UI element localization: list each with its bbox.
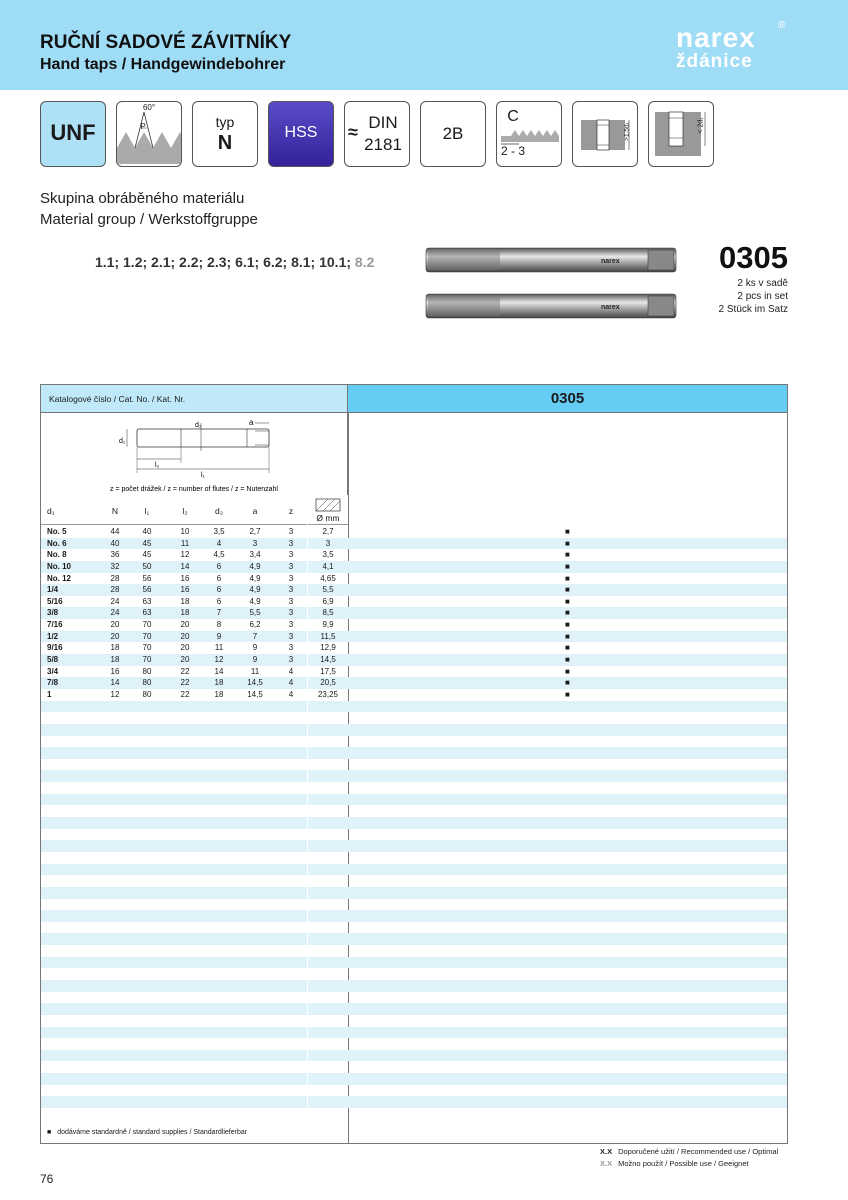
typ-box xyxy=(192,101,258,167)
diag-a-label: a xyxy=(249,418,254,427)
table-row xyxy=(41,1027,787,1039)
cell-d1: 7/8 xyxy=(47,678,59,688)
table-row xyxy=(41,1085,787,1097)
table-body xyxy=(41,526,787,1120)
cell-n: 28 xyxy=(110,585,120,595)
cell-l2: 20 xyxy=(180,643,190,653)
cell-d2: 6 xyxy=(216,585,222,595)
tap-brand-1: narex xyxy=(601,258,620,265)
chamfer-letter: C xyxy=(507,108,519,125)
cell-n: 24 xyxy=(110,608,120,618)
cell-l1: 56 xyxy=(142,585,152,595)
cell-l2: 16 xyxy=(180,585,190,595)
hole-depth-label: >1,5d₁ xyxy=(623,122,631,141)
cell-d2: 4,5 xyxy=(213,550,225,560)
thread-angle: 60° xyxy=(142,103,156,112)
availability-mark: ■ xyxy=(565,561,570,571)
legend-xx-bold: X.X xyxy=(600,1147,613,1156)
thread-pitch: P xyxy=(140,122,146,131)
cell-l2: 22 xyxy=(180,678,190,688)
narex-logo xyxy=(676,20,788,74)
table-row xyxy=(41,945,787,957)
cell-l1: 40 xyxy=(142,527,152,536)
cell-l2: 11 xyxy=(180,538,190,548)
cell-n: 14 xyxy=(110,678,120,688)
table-row xyxy=(41,817,787,829)
availability-mark: ■ xyxy=(565,573,570,583)
col-d1: d₁ xyxy=(47,506,55,516)
cell-d1: No. 5 xyxy=(47,527,67,536)
cell-n: 28 xyxy=(110,573,120,583)
cell-a: 4,9 xyxy=(249,596,261,606)
cell-d2: 18 xyxy=(214,678,224,688)
cell-z: 3 xyxy=(288,643,294,653)
cell-a: 3 xyxy=(252,538,258,548)
table-row xyxy=(41,689,787,701)
cell-l1: 45 xyxy=(142,550,152,560)
cell-d2: 9 xyxy=(216,631,222,641)
pcs-de: 2 Stück im Satz xyxy=(718,304,788,315)
catalog-label: Katalogové číslo / Cat. No. / Kat. Nr. xyxy=(41,385,348,413)
table-row xyxy=(41,1050,787,1062)
cell-l1: 50 xyxy=(142,561,152,571)
cell-drill: 3 xyxy=(325,538,331,548)
cell-z: 3 xyxy=(288,596,294,606)
table-row xyxy=(41,794,787,806)
cell-z: 3 xyxy=(288,585,294,595)
table-row xyxy=(41,957,787,969)
cell-d1: No. 12 xyxy=(47,573,72,583)
availability-mark: ■ xyxy=(565,550,570,560)
cell-n: 24 xyxy=(110,596,120,606)
legend-recommended-text: Doporučené užití / Recommended use / Optimal xyxy=(618,1147,779,1156)
cell-drill: 11,5 xyxy=(320,631,336,641)
blind-depth-label: < 2d₁ xyxy=(697,117,705,134)
cell-d2: 7 xyxy=(216,608,222,618)
table-row xyxy=(41,864,787,876)
table-row xyxy=(41,875,787,887)
legend-recommended xyxy=(600,1147,788,1156)
logo-line2: ždánice xyxy=(676,51,753,72)
table-row xyxy=(41,561,787,573)
cell-z: 3 xyxy=(288,620,294,630)
cell-l2: 20 xyxy=(180,655,190,665)
drill-hole-icon xyxy=(315,498,341,512)
cell-n: 32 xyxy=(110,561,120,571)
cell-d2: 3,5 xyxy=(213,527,225,536)
table-row xyxy=(41,899,787,911)
table-row xyxy=(41,968,787,980)
cell-n: 20 xyxy=(110,631,120,641)
table-row xyxy=(41,747,787,759)
drill-column-divider xyxy=(307,495,308,1115)
title-cz: RUČNÍ SADOVÉ ZÁVITNÍKY xyxy=(40,32,292,53)
cell-d1: 3/8 xyxy=(47,608,59,618)
thread-type-box xyxy=(40,101,106,167)
material-group-dim-value: 8.2 xyxy=(354,254,375,270)
catalog-code: 0305 xyxy=(348,385,787,413)
cell-d2: 6 xyxy=(216,596,222,606)
cell-n: 44 xyxy=(110,527,120,536)
page-number: 76 xyxy=(40,1172,54,1186)
cell-n: 18 xyxy=(110,643,120,653)
table-row xyxy=(41,805,787,817)
cell-drill: 5,5 xyxy=(322,585,334,595)
cell-l1: 70 xyxy=(142,631,152,641)
col-l2: l₂ xyxy=(182,506,188,516)
cell-l2: 20 xyxy=(180,631,190,641)
material-group-values: 1.1; 1.2; 2.1; 2.2; 2.3; 6.1; 6.2; 8.1; 10.1; xyxy=(95,254,352,270)
table-row xyxy=(41,1038,787,1050)
approx-symbol: ≈ xyxy=(348,122,358,142)
cell-a: 14,5 xyxy=(247,689,263,699)
cell-d1: 1 xyxy=(47,689,52,699)
cell-l1: 63 xyxy=(142,608,152,618)
table-row xyxy=(41,607,787,619)
cell-a: 14,5 xyxy=(247,678,263,688)
cell-l1: 70 xyxy=(142,655,152,665)
diag-d2-label: d₂ xyxy=(195,422,202,429)
material-box xyxy=(268,101,334,167)
cell-l2: 18 xyxy=(180,596,190,606)
col-z: z xyxy=(288,506,294,516)
cell-z: 3 xyxy=(288,573,294,583)
cell-l1: 63 xyxy=(142,596,152,606)
cell-d1: 7/16 xyxy=(47,620,63,630)
legend-possible xyxy=(600,1159,788,1168)
availability-mark: ■ xyxy=(565,527,570,536)
cell-d2: 4 xyxy=(216,538,222,548)
cell-a: 5,5 xyxy=(249,608,261,618)
cell-a: 4,9 xyxy=(249,573,261,583)
cell-a: 11 xyxy=(250,666,260,676)
cell-drill: 12,9 xyxy=(320,643,336,653)
tolerance-box xyxy=(420,101,486,167)
cell-a: 7 xyxy=(252,631,258,641)
dimension-diagram xyxy=(41,413,348,495)
tap-brand-2: narex xyxy=(601,304,620,311)
thread-profile-box xyxy=(116,101,182,167)
cell-l1: 45 xyxy=(142,538,152,548)
table-row xyxy=(41,573,787,585)
cell-l1: 70 xyxy=(142,643,152,653)
table-row xyxy=(41,770,787,782)
page-header xyxy=(0,0,848,90)
cell-a: 4,9 xyxy=(249,561,261,571)
cell-d2: 6 xyxy=(216,573,222,583)
availability-mark: ■ xyxy=(565,596,570,606)
typ-value: N xyxy=(217,132,233,154)
table-row xyxy=(41,526,787,538)
cell-drill: 9,9 xyxy=(322,620,334,630)
logo-line1: narex xyxy=(676,22,756,53)
cell-drill: 2,7 xyxy=(322,527,334,536)
material-group-en-de: Material group / Werkstoffgruppe xyxy=(40,211,258,228)
table-row xyxy=(41,1015,787,1027)
cell-z: 4 xyxy=(288,678,294,688)
cell-a: 6,2 xyxy=(249,620,261,630)
cell-d1: No. 8 xyxy=(47,550,67,560)
chamfer-value: 2 - 3 xyxy=(500,144,525,158)
chamfer-box xyxy=(496,101,562,167)
cell-n: 36 xyxy=(110,550,120,560)
cell-l1: 70 xyxy=(142,620,152,630)
availability-mark: ■ xyxy=(565,620,570,630)
cell-l2: 18 xyxy=(180,608,190,618)
diag-l1-label: l₁ xyxy=(201,472,205,479)
availability-mark: ■ xyxy=(565,585,570,595)
table-row xyxy=(41,701,787,713)
cell-l2: 22 xyxy=(180,689,190,699)
table-row xyxy=(41,677,787,689)
table-row xyxy=(41,759,787,771)
table-row xyxy=(41,712,787,724)
material-group-cz: Skupina obráběného materiálu xyxy=(40,190,245,207)
cell-drill: 14,5 xyxy=(320,655,336,665)
cell-a: 9 xyxy=(252,643,258,653)
typ-label: typ xyxy=(215,114,235,130)
cell-z: 4 xyxy=(288,689,294,699)
cell-d1: 9/16 xyxy=(47,643,63,653)
column-headers xyxy=(41,495,348,525)
table-row xyxy=(41,736,787,748)
legend-possible-text: Možno použít / Possible use / Geeignet xyxy=(618,1159,749,1168)
cell-z: 3 xyxy=(288,608,294,618)
table-row xyxy=(41,933,787,945)
diag-d1-label: d₁ xyxy=(119,438,126,445)
table-row xyxy=(41,922,787,934)
cell-d2: 18 xyxy=(214,689,224,699)
cell-z: 3 xyxy=(288,527,294,536)
product-code: 0305 xyxy=(719,240,788,275)
col-l1: l₁ xyxy=(144,506,150,516)
standard-mark: ■ xyxy=(47,1129,52,1136)
cell-n: 20 xyxy=(110,620,120,630)
table-row xyxy=(41,1003,787,1015)
din-box xyxy=(344,101,410,167)
cell-d2: 8 xyxy=(216,620,222,630)
table-row xyxy=(41,642,787,654)
table-row xyxy=(41,1108,787,1120)
table-row xyxy=(41,631,787,643)
cell-l1: 56 xyxy=(142,573,152,583)
cell-drill: 4,1 xyxy=(322,561,334,571)
col-d2: d₂ xyxy=(214,506,224,516)
table-row xyxy=(41,782,787,794)
cell-z: 3 xyxy=(288,631,294,641)
din-value: 2181 xyxy=(364,135,402,154)
material-text: HSS xyxy=(284,124,318,141)
table-row xyxy=(41,840,787,852)
table-row xyxy=(41,852,787,864)
cell-z: 3 xyxy=(288,538,294,548)
cell-a: 9 xyxy=(252,655,258,665)
cell-n: 40 xyxy=(110,538,120,548)
title-en-de: Hand taps / Handgewindebohrer xyxy=(40,56,286,73)
table-row xyxy=(41,549,787,561)
pcs-cz: 2 ks v sadě xyxy=(737,278,788,289)
cell-l1: 80 xyxy=(142,678,152,688)
cell-d1: 5/8 xyxy=(47,655,59,665)
cell-z: 3 xyxy=(288,550,294,560)
col-drill-diameter: Ø mm xyxy=(316,513,340,523)
cell-a: 2,7 xyxy=(249,527,261,536)
cell-drill: 3,5 xyxy=(322,550,334,560)
cell-d2: 11 xyxy=(214,643,224,653)
pcs-en: 2 pcs in set xyxy=(737,291,788,302)
cell-l2: 14 xyxy=(180,561,190,571)
cell-d1: No. 6 xyxy=(47,538,67,548)
tap-dimension-icon xyxy=(41,413,348,495)
cell-drill: 4,65 xyxy=(320,573,336,583)
availability-mark: ■ xyxy=(565,678,570,688)
cell-l2: 12 xyxy=(180,550,190,560)
table-row xyxy=(41,666,787,678)
table-row xyxy=(41,1096,787,1108)
cell-drill: 17,5 xyxy=(320,666,336,676)
table-row xyxy=(41,1061,787,1073)
cell-d2: 6 xyxy=(216,561,222,571)
table-row xyxy=(41,992,787,1004)
table-row xyxy=(41,829,787,841)
material-group-list xyxy=(95,254,374,270)
availability-mark: ■ xyxy=(565,643,570,653)
table-row xyxy=(41,887,787,899)
blind-hole-box xyxy=(648,101,714,167)
cell-a: 4,9 xyxy=(249,585,261,595)
cell-d2: 14 xyxy=(214,666,224,676)
cell-z: 3 xyxy=(288,655,294,665)
cell-n: 16 xyxy=(110,666,120,676)
table-row xyxy=(41,1073,787,1085)
legend-xx-gray: X.X xyxy=(600,1159,613,1168)
cell-l2: 10 xyxy=(180,527,190,536)
table-row xyxy=(41,724,787,736)
table-row xyxy=(41,584,787,596)
table-row xyxy=(41,910,787,922)
flutes-note: z = počet drážek / z = number of flutes / z = Nutenzahl xyxy=(110,486,278,493)
cell-d1: 1/2 xyxy=(47,631,59,641)
cell-drill: 6,9 xyxy=(322,596,334,606)
cell-n: 12 xyxy=(110,689,120,699)
cell-d1: 5/16 xyxy=(47,596,63,606)
cell-l1: 80 xyxy=(142,689,152,699)
table-row xyxy=(41,619,787,631)
cell-d1: No. 10 xyxy=(47,561,72,571)
cell-z: 4 xyxy=(288,666,294,676)
cell-l2: 20 xyxy=(180,620,190,630)
col-n: N xyxy=(111,506,119,516)
through-hole-box xyxy=(572,101,638,167)
cell-d2: 12 xyxy=(214,655,224,665)
din-label: DIN xyxy=(368,113,398,132)
availability-mark: ■ xyxy=(565,666,570,676)
table-row xyxy=(41,538,787,550)
cell-n: 18 xyxy=(110,655,120,665)
availability-mark: ■ xyxy=(565,655,570,665)
col-a: a xyxy=(252,506,258,516)
standard-supply-text: dodáváme standardně / standard supplies / Standardlieferbar xyxy=(57,1129,248,1136)
cell-drill: 23,25 xyxy=(317,689,339,699)
table-footnote xyxy=(47,1129,247,1136)
cell-drill: 8,5 xyxy=(322,608,334,618)
cell-l2: 22 xyxy=(180,666,190,676)
cell-d1: 1/4 xyxy=(47,585,59,595)
table-row xyxy=(41,654,787,666)
cell-a: 3,4 xyxy=(249,550,261,560)
availability-mark: ■ xyxy=(565,538,570,548)
cell-drill: 20,5 xyxy=(320,678,336,688)
tolerance-text: 2B xyxy=(442,124,464,143)
availability-mark: ■ xyxy=(565,631,570,641)
cell-l1: 80 xyxy=(142,666,152,676)
table-row xyxy=(41,596,787,608)
availability-mark: ■ xyxy=(565,608,570,618)
spec-table xyxy=(40,384,788,1144)
availability-mark: ■ xyxy=(565,689,570,699)
cell-l2: 16 xyxy=(180,573,190,583)
table-row xyxy=(41,980,787,992)
diag-l2-label: l₂ xyxy=(155,462,160,469)
cell-d1: 3/4 xyxy=(47,666,59,676)
thread-type-text: UNF xyxy=(50,120,96,145)
cell-z: 3 xyxy=(288,561,294,571)
logo-reg: ® xyxy=(778,20,786,31)
